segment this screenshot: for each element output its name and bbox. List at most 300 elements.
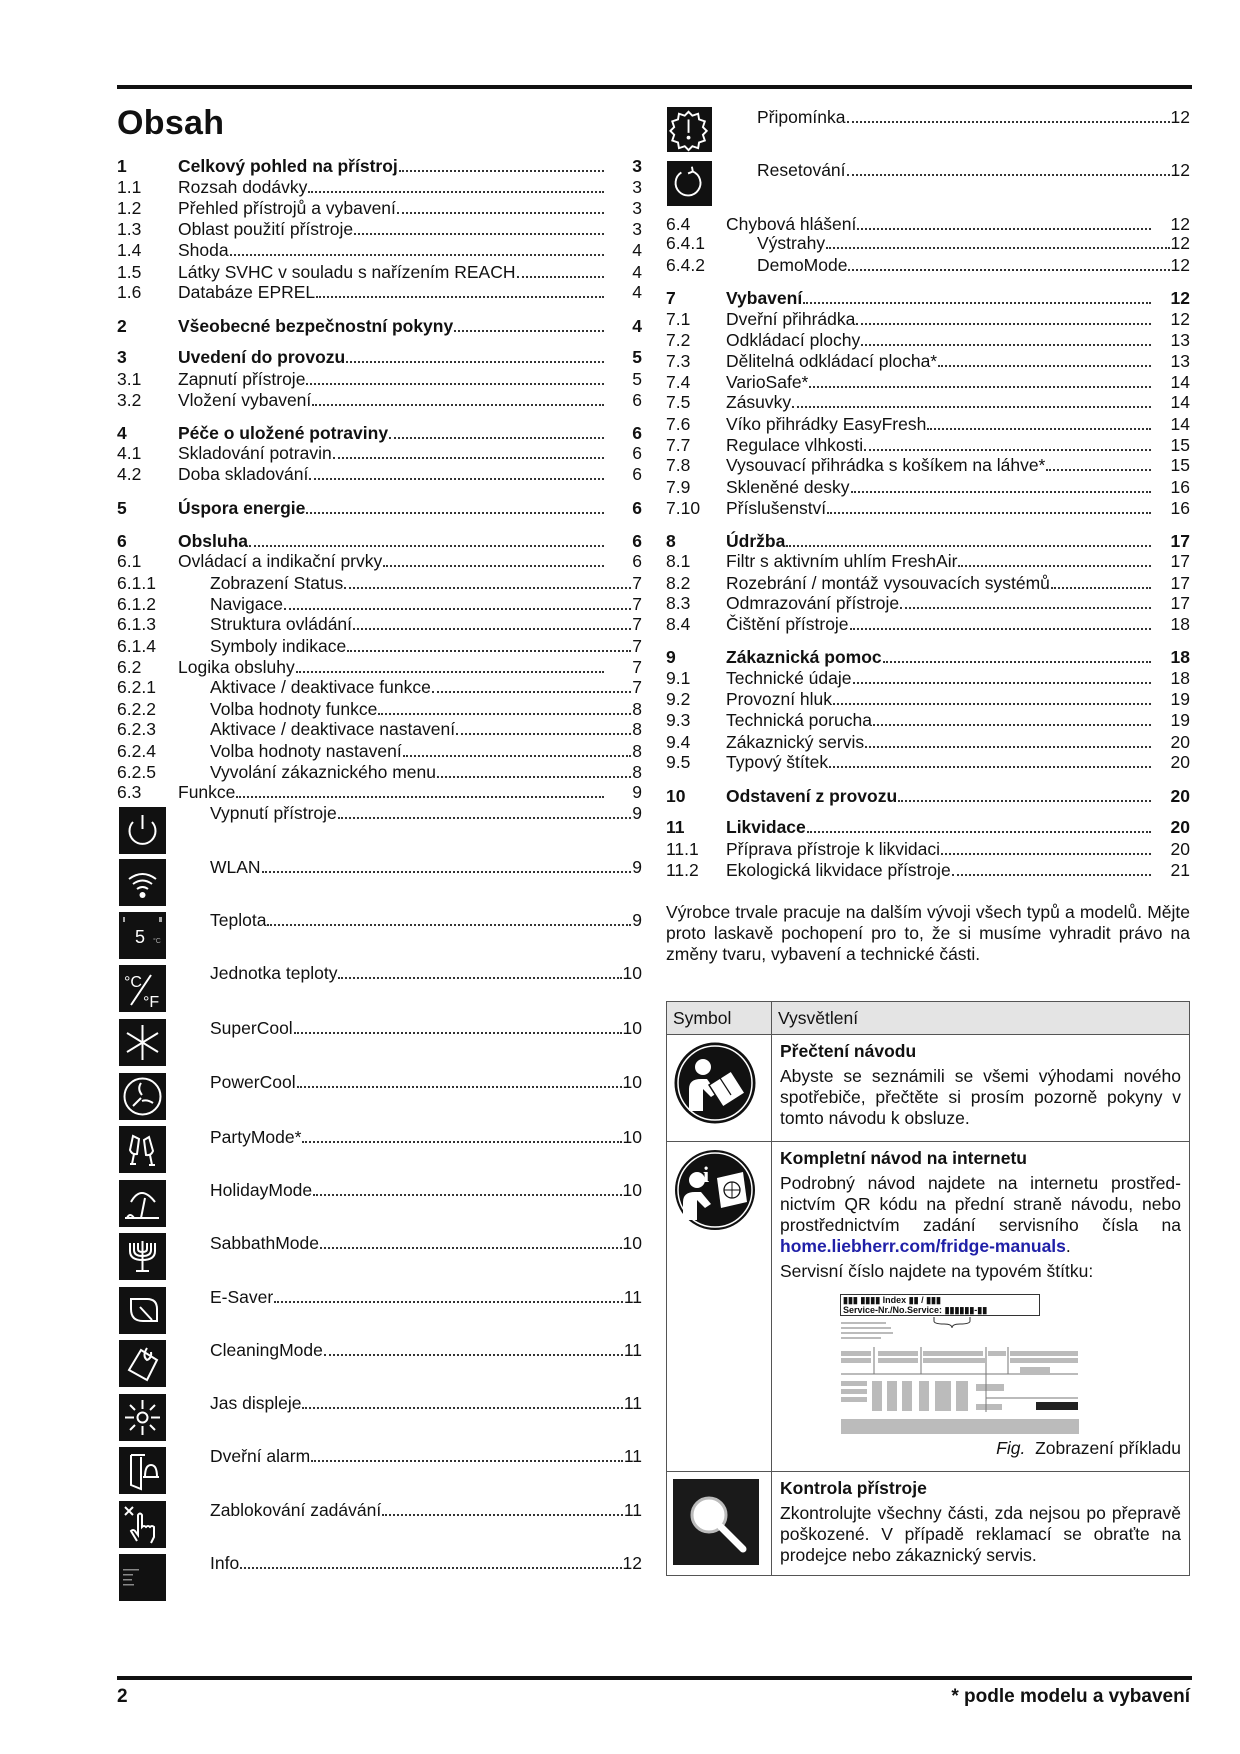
online-manual-icon (673, 1148, 757, 1232)
toc-entry-page: 12 (1170, 214, 1190, 234)
toc-entry-title: Odstavení z provozu (726, 786, 898, 806)
toc-entry-title-wrap (210, 1499, 642, 1521)
dot-leader (1046, 469, 1151, 471)
toc-entry[interactable] (117, 593, 642, 615)
toc-entry-title: Péče o uložené potraviny (178, 423, 389, 443)
dot-leader (297, 1086, 622, 1088)
toc-entry[interactable] (666, 371, 1190, 393)
toc-entry-page: 10 (622, 1127, 642, 1147)
toc-entry-title-wrap (726, 391, 1152, 413)
toc-entry-page: 4 (632, 262, 642, 282)
dot-leader (324, 1354, 623, 1356)
toc-entry-title: Zákaznický servis (726, 732, 865, 752)
toc-entry[interactable] (666, 816, 1190, 838)
toc-entry-page: 12 (1170, 255, 1190, 275)
dot-leader (938, 365, 1151, 367)
toc-entry-number: 11.1 (666, 839, 699, 859)
toc-entry[interactable] (666, 476, 1190, 498)
dot-leader (861, 344, 1151, 346)
toc-entry-title-wrap (757, 159, 1190, 181)
toc-entry-title-wrap (757, 232, 1190, 254)
dot-leader (456, 733, 631, 735)
toc-entry-page: 19 (1170, 710, 1190, 730)
toc-entry-number: 6.1.1 (117, 573, 156, 593)
brightness-icon (119, 1394, 166, 1441)
toc-entry-title: Zapnutí přístroje (178, 369, 306, 389)
svg-text:°C: °C (124, 974, 142, 991)
toc-entry-page: 6 (632, 464, 642, 484)
toc-entry-number: 3.1 (117, 369, 142, 389)
toc-entry-title-wrap (178, 389, 605, 411)
toc-entry-page: 21 (1170, 860, 1190, 880)
toc-entry[interactable] (117, 1232, 642, 1254)
toc-entry-title-wrap (726, 731, 1152, 753)
manuals-link[interactable]: home.liebherr.com/fridge-manuals (780, 1236, 1066, 1256)
leaf-icon (119, 1287, 166, 1334)
toc-entry-number: 1 (117, 156, 127, 176)
toc-entry-page: 12 (1170, 309, 1190, 329)
toc-entry-title-wrap (178, 463, 605, 485)
toc-entry[interactable] (666, 287, 1190, 309)
toc-entry[interactable] (117, 1179, 642, 1201)
celsius-fahrenheit-icon (119, 965, 166, 1012)
toc-entry[interactable] (666, 709, 1190, 731)
toc-entry-page: 6 (632, 423, 642, 443)
toc-entry-page: 3 (632, 177, 642, 197)
toc-entry-page: 20 (1170, 817, 1190, 837)
dot-leader (338, 977, 621, 979)
dot-leader (900, 607, 1151, 609)
toc-entry[interactable] (117, 497, 642, 519)
toc-entry-title: DemoMode (757, 255, 848, 275)
toc-entry-number: 6.2.3 (117, 719, 156, 739)
toc-entry-title-wrap (210, 1071, 642, 1093)
read-manual-icon (673, 1041, 757, 1125)
toc-entry[interactable] (117, 368, 642, 390)
toc-entry[interactable] (117, 802, 642, 824)
page-title: Obsah (117, 104, 225, 142)
toc-entry-page: 3 (632, 219, 642, 239)
dot-leader (847, 174, 1170, 176)
toc-entry[interactable] (117, 656, 642, 678)
toc-entry-title: Aktivace / deaktivace nastavení (210, 719, 456, 739)
toc-entry-title: Struktura ovládání (210, 614, 353, 634)
toc-entry-title: Teplota (210, 910, 267, 930)
header-symbol: Symbol (667, 1002, 772, 1035)
snowflake-icon (119, 1019, 166, 1066)
toc-entry-title-wrap (210, 761, 642, 783)
toc-entry-number: 7.3 (666, 351, 691, 371)
toc-entry[interactable] (117, 239, 642, 261)
toc-entry-title-wrap (178, 781, 605, 803)
toc-entry-title: Obsluha (178, 531, 249, 551)
toc-entry[interactable] (666, 413, 1190, 435)
toc-entry-page: 10 (622, 1180, 642, 1200)
table-row (667, 1472, 1190, 1576)
toc-entry[interactable] (117, 740, 642, 762)
toc-entry-page: 20 (1170, 786, 1190, 806)
toc-entry-page: 7 (632, 677, 642, 697)
toc-entry-page: 14 (1170, 392, 1190, 412)
dot-leader (403, 755, 632, 757)
toc-entry-number: 6.3 (117, 782, 142, 802)
toc-entry[interactable] (666, 731, 1190, 753)
toc-entry-title-wrap (726, 454, 1152, 476)
dot-leader (873, 724, 1151, 726)
dot-leader (941, 853, 1151, 855)
toc-entry-number: 7.10 (666, 498, 701, 518)
row-text: Abyste se seznámili se všemi výhodami nového spotřebiče, přečtěte si prosím pozorně pokyny v tomto návodu k obsluze. (780, 1066, 1181, 1128)
dot-leader (313, 1194, 621, 1196)
toc-entry-title: Filtr s aktivním uhlím FreshAir (726, 551, 958, 571)
toc-entry-number: 1.2 (117, 198, 142, 218)
toc-entry-page: 3 (632, 156, 642, 176)
toc-entry-number: 6.1 (117, 551, 142, 571)
toc-entry-title: Chybová hlášení (726, 214, 857, 234)
toc-entry[interactable] (117, 1499, 642, 1521)
toc-entry-page: 6 (632, 443, 642, 463)
toc-entry-title: Přehled přístrojů a vybavení (178, 198, 396, 218)
toc-entry-title-wrap (210, 802, 642, 824)
toc-entry[interactable] (117, 389, 642, 411)
toc-entry-number: 1.6 (117, 282, 142, 302)
toc-entry-page: 7 (632, 657, 642, 677)
glasses-icon (119, 1126, 166, 1173)
toc-entry-title: Skleněné desky (726, 477, 850, 497)
dot-leader (382, 1514, 623, 1516)
toc-entry-title-wrap (726, 816, 1152, 838)
toc-entry-title: Provozní hluk (726, 689, 833, 709)
toc-entry[interactable] (666, 159, 1190, 181)
toc-entry[interactable] (666, 350, 1190, 372)
toc-entry-page: 20 (1170, 839, 1190, 859)
dot-leader (353, 628, 631, 630)
toc-entry-title: Ovládací a indikační prvky (178, 551, 383, 571)
toc-entry-title-wrap (726, 476, 1152, 498)
toc-entry-page: 11 (623, 1446, 642, 1466)
toc-entry[interactable] (666, 646, 1190, 668)
dot-leader (354, 233, 604, 235)
toc-entry-title: Příprava přístroje k likvidaci (726, 839, 940, 859)
table-row (667, 1142, 1190, 1472)
toc-entry-number: 6.1.2 (117, 594, 156, 614)
toc-entry-title: Typový štítek (726, 752, 829, 772)
toc-entry-title: Navigace (210, 594, 283, 614)
toc-entry-title: Volba hodnoty nastavení (210, 741, 402, 761)
toc-entry-title: Vypnutí přístroje (210, 803, 337, 823)
rating-label-illustration: ▮▮▮ ▮▮▮▮ Index ▮▮ / ▮▮▮ Service-Nr./No.Service: ▮▮▮▮▮▮-▮▮ (840, 1294, 1080, 1434)
toc-entry-number: 3.2 (117, 390, 142, 410)
toc-entry-page: 13 (1170, 351, 1190, 371)
toc-entry-number: 6.2 (117, 657, 142, 677)
toc-entry-title-wrap (210, 718, 642, 740)
toc-entry[interactable] (666, 613, 1190, 635)
toc-entry-title-wrap (726, 688, 1152, 710)
dot-leader (344, 587, 631, 589)
toc-entry-page: 11 (623, 1393, 642, 1413)
toc-entry[interactable] (117, 635, 642, 657)
toc-entry[interactable] (117, 698, 642, 720)
fig-prefix: Fig. (996, 1438, 1026, 1458)
toc-entry-page: 5 (632, 369, 642, 389)
toc-entry[interactable] (117, 218, 642, 240)
toc-entry[interactable] (666, 550, 1190, 572)
toc-entry-page: 6 (632, 390, 642, 410)
dot-leader (1051, 587, 1151, 589)
toc-entry-number: 6.2.4 (117, 741, 156, 761)
toc-entry-number: 6.1.3 (117, 614, 156, 634)
toc-entry-page: 8 (632, 762, 642, 782)
dot-leader (296, 671, 604, 673)
wlan-icon (119, 859, 166, 906)
toc-entry[interactable] (117, 281, 642, 303)
toc-entry-title: Databáze EPREL (178, 282, 316, 302)
toc-entry-page: 8 (632, 719, 642, 739)
toc-entry-title: Odkládací plochy (726, 330, 861, 350)
toc-entry-title-wrap (178, 530, 605, 552)
toc-entry-title-wrap (757, 254, 1190, 276)
toc-entry[interactable] (666, 391, 1190, 413)
toc-entry[interactable] (117, 346, 642, 368)
toc-entry[interactable] (666, 592, 1190, 614)
toc-entry[interactable] (117, 155, 642, 177)
door-alarm-icon (119, 1447, 166, 1494)
dot-leader (397, 212, 604, 214)
dot-leader (898, 800, 1151, 802)
toc-entry-title-wrap (178, 656, 605, 678)
toc-entry[interactable] (666, 106, 1190, 128)
toc-entry-title: HolidayMode (210, 1180, 313, 1200)
toc-entry[interactable] (117, 1392, 642, 1414)
toc-entry-title: Čištění přístroje (726, 614, 849, 634)
toc-entry-page: 8 (632, 741, 642, 761)
toc-entry-title: Volba hodnoty funkce (210, 699, 378, 719)
header-explanation: Vysvětlení (772, 1002, 1190, 1035)
toc-entry-number: 11 (666, 817, 685, 837)
toc-entry-title-wrap (210, 856, 642, 878)
toc-entry-page: 11 (623, 1500, 642, 1520)
toc-entry-title: Vyvolání zákaznického menu (210, 762, 437, 782)
toc-entry-page: 8 (632, 699, 642, 719)
beach-umbrella-icon (119, 1180, 166, 1227)
power-icon (119, 807, 166, 854)
toc-entry-number: 8.2 (666, 573, 691, 593)
toc-entry-title: PartyMode* (210, 1127, 302, 1147)
toc-entry-page: 12 (622, 1553, 642, 1573)
dot-leader (284, 608, 631, 610)
svg-text:5: 5 (135, 927, 146, 947)
toc-entry-page: 7 (632, 636, 642, 656)
toc-entry[interactable] (666, 454, 1190, 476)
toc-entry-page: 4 (632, 240, 642, 260)
dot-leader (346, 361, 604, 363)
toc-entry-number: 6.4 (666, 214, 691, 234)
dot-leader (786, 545, 1151, 547)
toc-entry[interactable] (117, 550, 642, 572)
reset-icon (667, 161, 712, 206)
svg-text:i: i (703, 1162, 710, 1187)
dot-leader (240, 1567, 621, 1569)
toc-entry[interactable] (666, 308, 1190, 330)
toc-entry[interactable] (117, 463, 642, 485)
toc-entry-title: Zákaznická pomoc (726, 647, 882, 667)
dot-leader (236, 796, 604, 798)
toc-entry-page: 17 (1170, 593, 1190, 613)
toc-entry-page: 6 (632, 551, 642, 571)
dot-leader (857, 228, 1151, 230)
row-title: Kompletní návod na internetu (780, 1148, 1027, 1168)
toc-entry[interactable] (117, 530, 642, 552)
toc-entry[interactable] (666, 530, 1190, 552)
dot-leader (850, 628, 1151, 630)
toc-entry[interactable] (117, 422, 642, 444)
toc-entry-number: 2 (117, 316, 127, 336)
cleaning-icon (119, 1340, 166, 1387)
toc-entry[interactable] (117, 442, 642, 464)
toc-entry[interactable] (117, 1126, 642, 1148)
toc-entry[interactable] (666, 688, 1190, 710)
toc-entry-number: 7.9 (666, 477, 691, 497)
toc-entry-title: Doba skladování (178, 464, 309, 484)
dot-leader (853, 682, 1152, 684)
toc-entry-page: 15 (1170, 435, 1190, 455)
row-title: Přečtení návodu (780, 1041, 917, 1061)
toc-entry[interactable] (117, 781, 642, 803)
toc-entry-title-wrap (210, 593, 642, 615)
toc-entry-title-wrap (726, 530, 1152, 552)
row-text-body: Podrobný návod najdete na internetu prostřednictvím QR kódu na přední straně návodu, nebo prostřednictvím zadání servisního čísla na (780, 1173, 1181, 1235)
toc-entry[interactable] (117, 1017, 642, 1039)
toc-entry[interactable] (117, 909, 642, 931)
toc-entry-title: Resetování (757, 160, 846, 180)
toc-entry-title: Aktivace / deaktivace funkce (210, 677, 431, 697)
toc-entry[interactable] (117, 1445, 642, 1467)
toc-entry[interactable] (666, 785, 1190, 807)
toc-entry-page: 4 (632, 282, 642, 302)
toc-entry[interactable] (666, 254, 1190, 276)
toc-entry-title-wrap (726, 350, 1152, 372)
toc-entry-title-wrap (210, 1392, 642, 1414)
dot-leader (399, 170, 604, 172)
toc-entry-title: Látky SVHC v souladu s nařízením REACH (178, 262, 516, 282)
toc-entry[interactable] (666, 859, 1190, 881)
toc-entry-title-wrap (178, 197, 605, 219)
toc-entry[interactable] (117, 1286, 642, 1308)
toc-entry-title: Technická porucha (726, 710, 872, 730)
toc-entry[interactable] (666, 329, 1190, 351)
toc-entry-title-wrap (178, 550, 605, 572)
toc-entry-number: 6.1.4 (117, 636, 156, 656)
toc-entry[interactable] (666, 497, 1190, 519)
dot-leader (302, 1407, 622, 1409)
toc-entry-title-wrap (210, 572, 642, 594)
toc-entry[interactable] (666, 838, 1190, 860)
dot-leader (792, 406, 1151, 408)
toc-entry[interactable] (117, 1339, 642, 1361)
manufacturer-note: Výrobce trvale pracuje na dalším vývoji všech typů a modelů. Mějte proto laskavě pochopení pro to, že si musíme vyhradit právo na změny tvaru, vybavení a technické části. (666, 902, 1190, 964)
touch-lock-icon (119, 1501, 166, 1548)
toc-entry-title-wrap (726, 287, 1152, 309)
dot-leader (803, 302, 1151, 304)
label-index-text: Index (882, 1295, 907, 1305)
reminder-gear-icon (667, 107, 712, 152)
toc-entry-title: CleaningMode (210, 1340, 323, 1360)
dot-leader (389, 437, 604, 439)
toc-entry[interactable] (666, 572, 1190, 594)
toc-entry-title: Dveřní alarm (210, 1446, 311, 1466)
toc-entry-title: Regulace vlhkosti (726, 435, 864, 455)
toc-entry-title-wrap (726, 592, 1152, 614)
toc-entry-page: 6 (632, 498, 642, 518)
toc-entry-title-wrap (726, 751, 1152, 773)
toc-entry-number: 6.4.2 (666, 255, 705, 275)
toc-entry[interactable] (117, 261, 642, 283)
symbol-table (666, 1001, 1190, 1576)
toc-entry[interactable] (117, 676, 642, 698)
toc-entry[interactable] (666, 434, 1190, 456)
toc-entry-number: 7.4 (666, 372, 691, 392)
toc-entry[interactable] (117, 962, 642, 984)
toc-entry[interactable] (117, 718, 642, 740)
temperature-display-icon (119, 912, 166, 959)
toc-entry-title: Likvidace (726, 817, 806, 837)
toc-entry[interactable] (666, 232, 1190, 254)
toc-entry-title-wrap (210, 676, 642, 698)
top-rule (117, 85, 1192, 89)
dot-leader (378, 713, 631, 715)
toc-entry-title: Vysouvací přihrádka s košíkem na láhve* (726, 455, 1046, 475)
magnifier-icon (673, 1479, 759, 1565)
toc-entry-number: 9.1 (666, 668, 691, 688)
toc-entry[interactable] (117, 613, 642, 635)
toc-entry-page: 10 (622, 963, 642, 983)
toc-entry-page: 9 (632, 857, 642, 877)
label-graphic (840, 1294, 1080, 1434)
toc-entry[interactable] (117, 572, 642, 594)
toc-entry-page: 11 (623, 1287, 642, 1307)
toc-entry[interactable] (117, 1071, 642, 1093)
toc-entry[interactable] (117, 761, 642, 783)
toc-entry-title: Jas displeje (210, 1393, 302, 1413)
toc-entry[interactable] (117, 1552, 642, 1574)
toc-entry[interactable] (117, 856, 642, 878)
toc-entry-title-wrap (210, 909, 642, 931)
toc-entry[interactable] (666, 751, 1190, 773)
page-number: 2 (117, 1686, 128, 1707)
toc-entry-page: 6 (632, 531, 642, 551)
toc-entry-number: 6.2.5 (117, 762, 156, 782)
toc-entry-title-wrap (178, 218, 605, 240)
dot-leader (347, 650, 631, 652)
toc-entry-page: 12 (1170, 160, 1190, 180)
toc-entry-page: 9 (632, 782, 642, 802)
toc-entry[interactable] (117, 176, 642, 198)
row-text (780, 1173, 1181, 1257)
toc-entry-title-wrap (726, 838, 1152, 860)
row-text-end: . (1065, 1236, 1071, 1256)
toc-entry-title: Technické údaje (726, 668, 852, 688)
toc-entry-page: 13 (1170, 330, 1190, 350)
dot-leader (827, 512, 1151, 514)
toc-entry[interactable] (117, 197, 642, 219)
toc-entry[interactable] (666, 667, 1190, 689)
toc-entry-page: 14 (1170, 414, 1190, 434)
toc-entry-title-wrap (178, 155, 605, 177)
toc-entry-title: Odmrazování přístroje (726, 593, 900, 613)
dot-leader (809, 386, 1151, 388)
toc-entry[interactable] (117, 315, 642, 337)
toc-entry-title-wrap (726, 550, 1152, 572)
